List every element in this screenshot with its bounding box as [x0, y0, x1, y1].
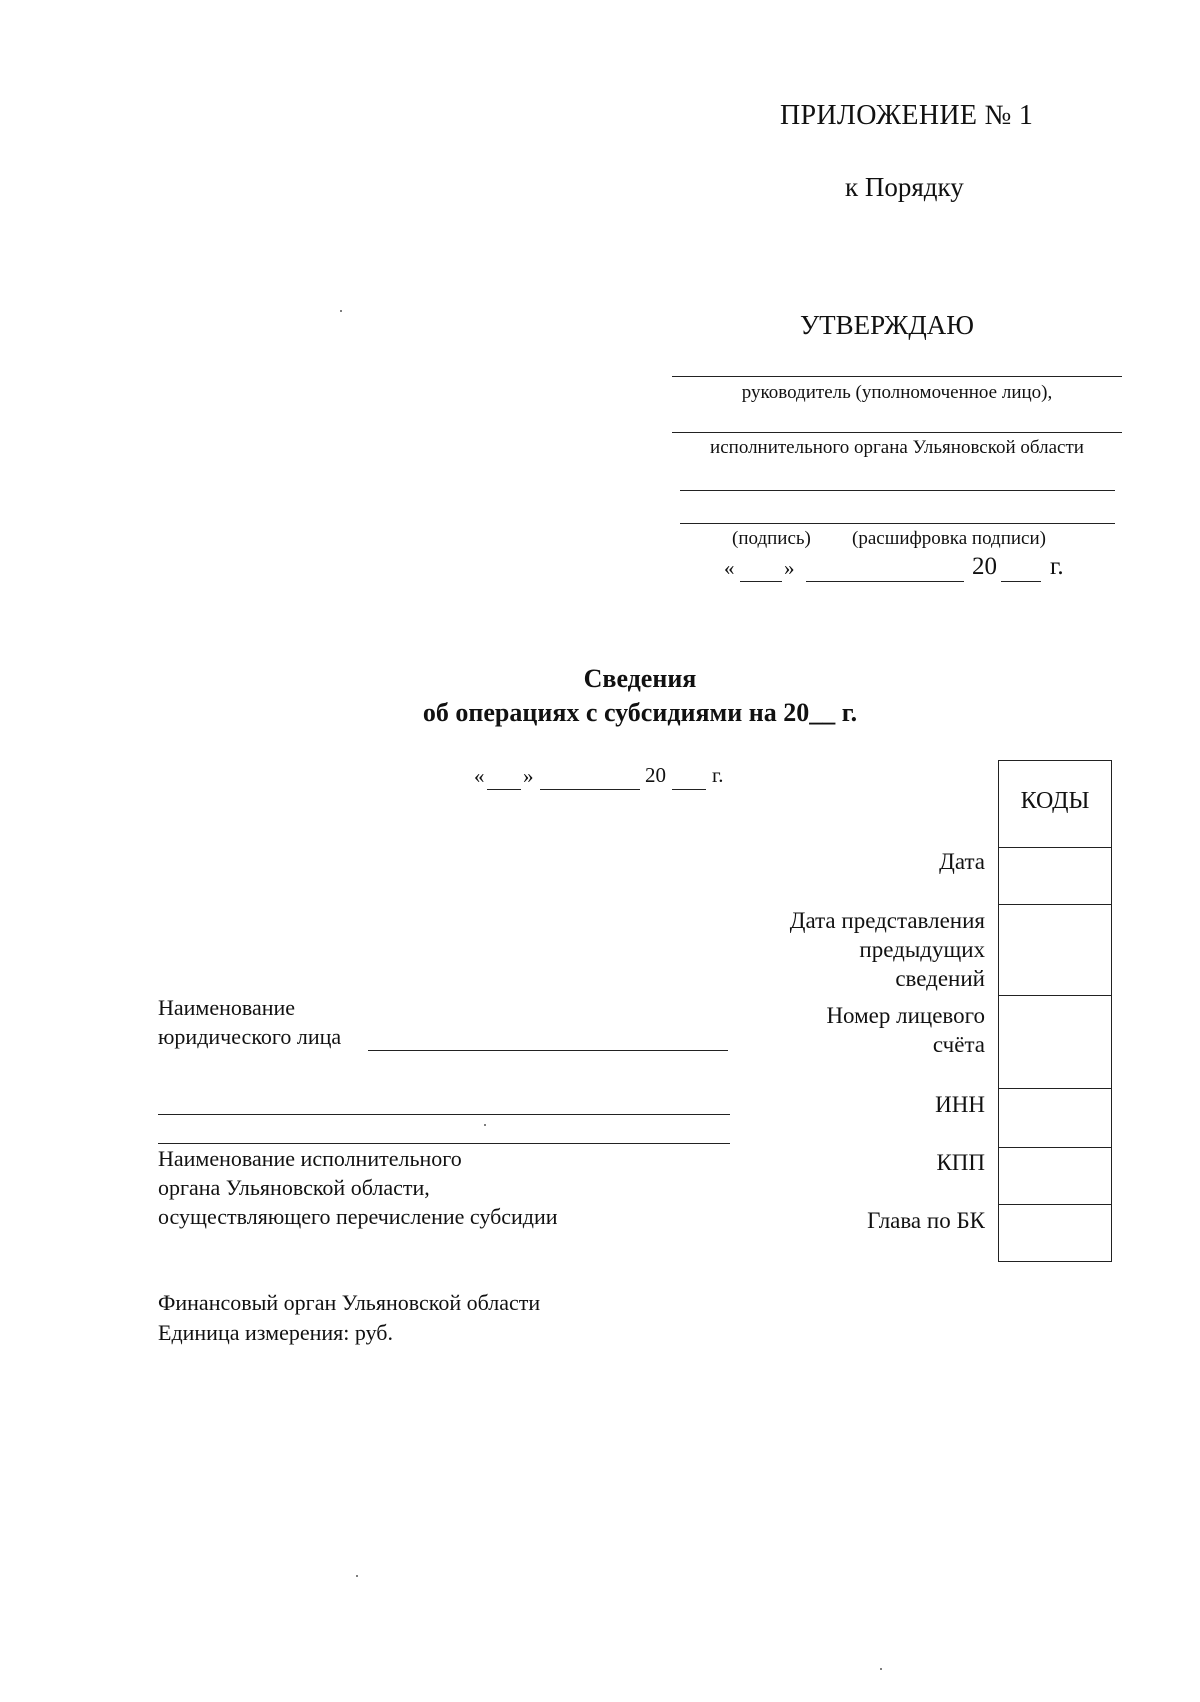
codes-cell-inn [999, 1088, 1111, 1089]
report-date-year-prefix: 20 [645, 763, 666, 787]
entity-name-line [368, 1050, 728, 1051]
approval-line-1 [672, 376, 1122, 377]
approval-date-year-line [1001, 581, 1041, 582]
exec-name-line-1 [158, 1114, 730, 1115]
scan-speck [880, 1668, 882, 1670]
codes-cell-date [999, 847, 1111, 848]
codes-table [998, 760, 1112, 1262]
label-chapter: Глава по БК [867, 1208, 985, 1233]
to-order-text: к Порядку [845, 172, 964, 202]
report-date-close-quote: » [523, 764, 534, 788]
approval-date-year-prefix: 20 [972, 553, 997, 580]
approval-date-year-suffix: г. [1050, 553, 1064, 580]
label-account-1: Номер лицевого [826, 1003, 985, 1028]
approval-caption-signature: (подпись) [732, 528, 811, 549]
approval-date-close-quote: » [784, 556, 795, 580]
report-date-open-quote: « [474, 764, 485, 788]
approval-date-month-line [806, 581, 964, 582]
scan-speck [340, 310, 342, 312]
label-prev-date-1: Дата представления [789, 908, 985, 933]
label-account-2: счёта [932, 1032, 985, 1057]
codes-cell-chapter [999, 1204, 1111, 1205]
approval-date-day-line [740, 581, 782, 582]
scan-speck [356, 1575, 358, 1577]
approval-caption-head: руководитель (уполномоченное лицо), [741, 382, 1053, 403]
codes-header: КОДЫ [1020, 788, 1090, 814]
codes-cell-kpp [999, 1147, 1111, 1148]
approval-line-4 [680, 523, 1115, 524]
report-date-year-line [672, 789, 706, 790]
exec-organ-label-3: осуществляющего перечисление субсидии [158, 1204, 558, 1229]
document-title: Сведения [583, 664, 697, 693]
exec-organ-label-1: Наименование исполнительного [158, 1146, 462, 1171]
document-subtitle: об операциях с субсидиями на 20__ г. [422, 698, 858, 727]
label-prev-date-3: сведений [895, 966, 985, 991]
codes-cell-account [999, 995, 1111, 996]
label-inn: ИНН [935, 1092, 985, 1117]
entity-name-label-2: юридического лица [158, 1024, 342, 1049]
label-date: Дата [939, 849, 985, 874]
entity-name-label-1: Наименование [158, 995, 296, 1020]
report-date-day-line [487, 789, 521, 790]
finance-organ-label: Финансовый орган Ульяновской области [158, 1290, 541, 1315]
unit-label: Единица измерения: руб. [158, 1320, 393, 1345]
exec-organ-label-2: органа Ульяновской области, [158, 1175, 430, 1200]
report-date-month-line [540, 789, 640, 790]
approval-caption-decode: (расшифровка подписи) [852, 528, 1046, 549]
exec-name-line-2 [158, 1143, 730, 1144]
approve-heading: УТВЕРЖДАЮ [800, 310, 975, 340]
scan-speck [484, 1124, 486, 1126]
report-date-year-suffix: г. [712, 763, 724, 787]
label-kpp: КПП [936, 1150, 985, 1175]
approval-line-2 [672, 432, 1122, 433]
codes-cell-prev-date [999, 904, 1111, 905]
approval-caption-org: исполнительного органа Ульяновской области [710, 437, 1084, 458]
approval-line-3 [680, 490, 1115, 491]
approval-date-open-quote: « [724, 556, 735, 580]
label-prev-date-2: предыдущих [859, 937, 985, 962]
appendix-number: ПРИЛОЖЕНИЕ № 1 [780, 100, 1034, 131]
